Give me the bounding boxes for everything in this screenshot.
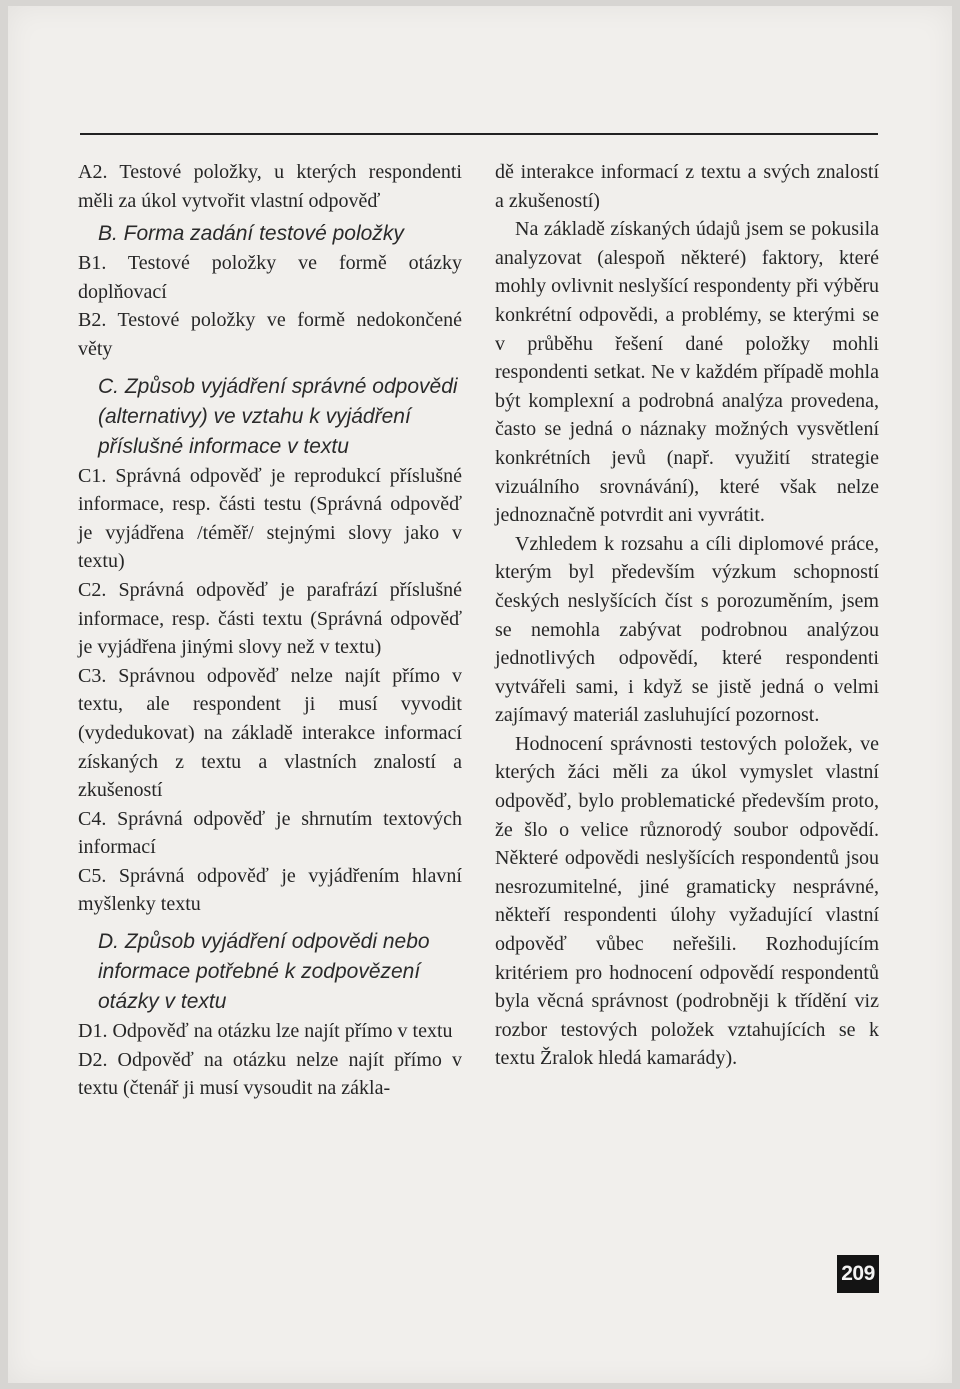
continuation-text: dě interakce informací z textu a svých znalostí a zkušeností) xyxy=(495,161,879,212)
item-c5: C5. Správná odpověď je vyjádřením hlavní myšlenky textu xyxy=(78,864,462,916)
left-column xyxy=(78,158,462,1103)
heading-c: C. Způsob vyjádření správné odpovědi (alternativy) ve vztahu k vyjádření příslušné informace v textu xyxy=(98,374,458,458)
item-a2: A2. Testové položky, u kterých respondenti měli za úkol vytvořit vlastní odpověď xyxy=(78,161,462,212)
heading-d: D. Způsob vyjádření odpovědi nebo informace potřebné k zodpovězení otázky v textu xyxy=(98,930,430,1014)
item-c4: C4. Správná odpověď je shrnutím textových informací xyxy=(78,807,462,859)
paragraph-1: Na základě získaných údajů jsem se pokusila analyzovat (alespoň některé) faktory, které mohly ovlivnit neslyšící respondenty při výběru konkrétní odpovědi, a problémy, se kterými se v průběhu řešení dané položky mohli respondenti setkat. Ne v každém případě mohla být komplexní a podrobná analýza provedena, často se jedná o náznaky možných vysvětlení konkrétních jevů (např. využití strategie vizuálního srovnávání), které však nelze jednoznačně potvrdit ani vyvrátit. xyxy=(495,218,879,527)
heading-b: B. Forma zadání testové položky xyxy=(98,222,404,246)
item-d2: D2. Odpověď na otázku nelze najít přímo v textu (čtenář ji musí vysoudit na zákla- xyxy=(78,1048,462,1100)
paragraph-3: Hodnocení správnosti testových položek, ve kterých žáci měli za úkol vymyslet vlastní odpověď, bylo problematické především proto, že šlo o velice různorodý soubor odpovědí. Některé odpovědi neslyšících respondentů jsou nesrozumitelné, jiné gramaticky nesprávné, někteří respondenti úlohy vyžadující vlastní odpověď vůbec neřešili. Rozhodujícím kritériem pro hodnocení odpovědí respondentů byla věcná správnost (podrobněji k třídění viz rozbor testových položek vztahujících se k textu Žralok hledá kamarády). xyxy=(495,732,879,1070)
item-c3: C3. Správnou odpověď nelze najít přímo v textu, ale respondent ji musí vyvodit (vydedukovat) na základě interakce informací získaných z textu a vlastních znalostí a zkušeností xyxy=(78,664,462,802)
book-page xyxy=(8,6,952,1383)
item-d1: D1. Odpověď na otázku lze najít přímo v textu xyxy=(78,1020,453,1043)
header-rule xyxy=(80,133,878,135)
paragraph-2: Vzhledem k rozsahu a cíli diplomové práce, kterým byl především výzkum schopností českých neslyšících číst s porozuměním, jsem se nemohla zabývat podrobnou analýzou jednotlivých odpovědí, které respondenti vytvářeli sami, i když se jistě jedná o velmi zajímavý materiál zasluhující pozornost. xyxy=(495,532,879,727)
right-column xyxy=(495,158,879,1073)
page-number: 209 xyxy=(837,1255,879,1293)
item-c2: C2. Správná odpověď je parafrází příslušné informace, resp. části textu (Správná odpověď je vyjádřena jinými slovy než v textu) xyxy=(78,578,462,659)
item-b2: B2. Testové položky ve formě nedokončené věty xyxy=(78,309,462,360)
item-b1: B1. Testové položky ve formě otázky doplňovací xyxy=(78,252,462,303)
item-c1: C1. Správná odpověď je reprodukcí příslušné informace, resp. části testu (Správná odpověď je vyjádřena /téměř/ stejnými slovy jako v textu) xyxy=(78,464,462,573)
